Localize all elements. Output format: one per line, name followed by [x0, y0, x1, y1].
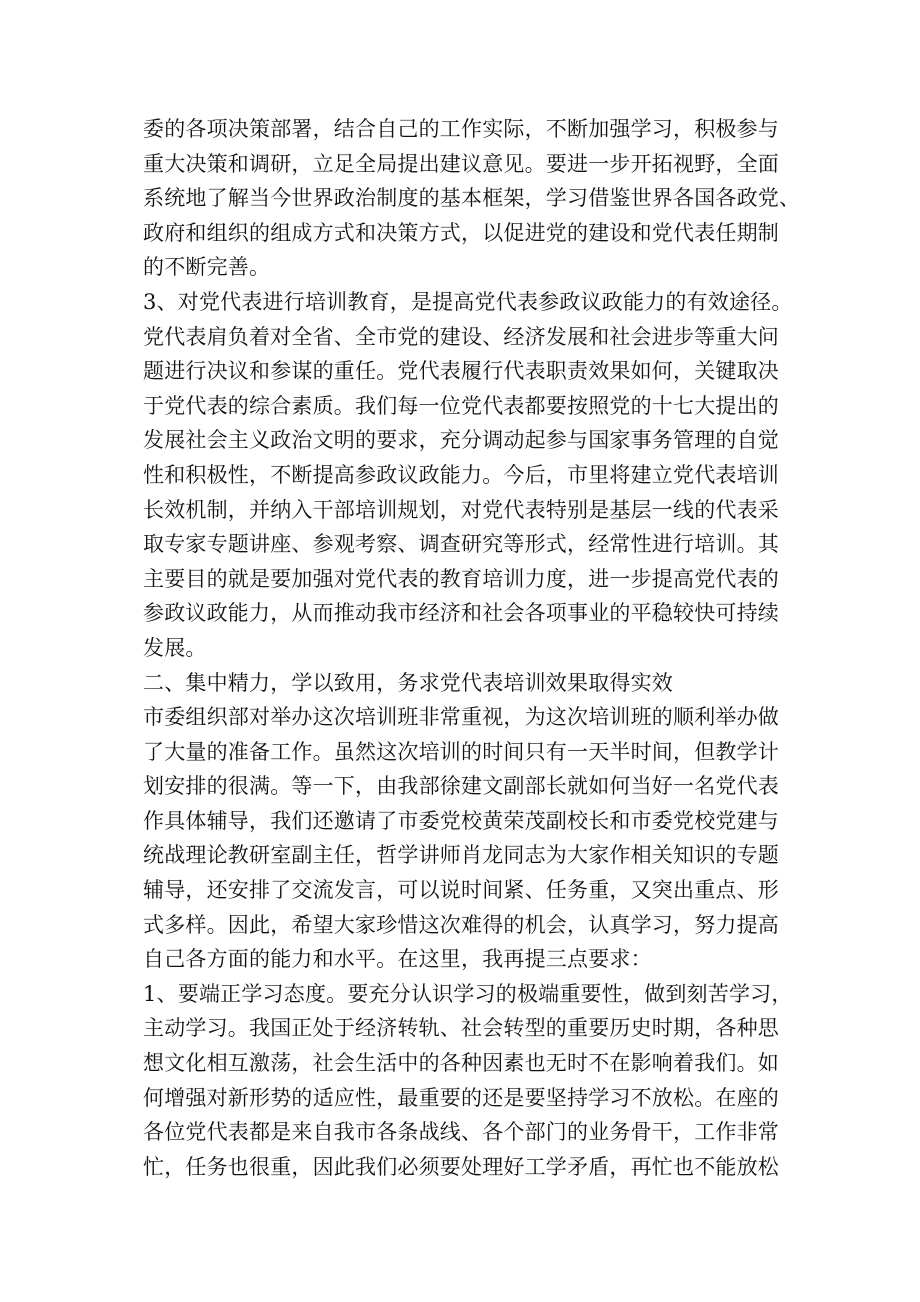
- text-line: 政府和组织的组成方式和决策方式，以促进党的建设和党代表任期制: [143, 220, 779, 245]
- text-line: 取专家专题讲座、参观考察、调查研究等形式，经常性进行培训。其: [143, 532, 779, 557]
- text-line: 各位党代表都是来自我市各条战线、各个部门的业务骨干，工作非常: [143, 1120, 779, 1145]
- text-line: 主要目的就是要加强对党代表的教育培训力度，进一步提高党代表的: [143, 566, 779, 591]
- text-line: 重大决策和调研，立足全局提出建议意见。要进一步开拓视野，全面: [143, 151, 779, 176]
- text-line: 自己各方面的能力和水平。在这里，我再提三点要求：: [143, 947, 652, 972]
- text-line: 式多样。因此，希望大家珍惜这次难得的机会，认真学习，努力提高: [143, 912, 779, 937]
- text-line: 划安排的很满。等一下，由我部徐建文副部长就如何当好一名党代表: [143, 774, 779, 799]
- section-heading-line: 二、集中精力，学以致用，务求党代表培训效果取得实效: [143, 670, 673, 695]
- text-line: 了大量的准备工作。虽然这次培训的时间只有一天半时间，但教学计: [143, 739, 779, 764]
- text-line: 市委组织部对举办这次培训班非常重视，为这次培训班的顺利举办做: [143, 705, 779, 730]
- text-line: 党代表肩负着对全省、全市党的建设、经济发展和社会进步等重大问: [143, 324, 779, 349]
- text-line: 题进行决议和参谋的重任。党代表履行代表职责效果如何，关键取决: [143, 359, 779, 384]
- text-line: 忙，任务也很重，因此我们必须要处理好工学矛盾，再忙也不能放松: [143, 1154, 779, 1179]
- text-line: 辅导，还安排了交流发言，可以说时间紧、任务重，又突出重点、形: [143, 878, 779, 903]
- text-line: 的不断完善。: [143, 255, 271, 280]
- text-line: 委的各项决策部署，结合自己的工作实际，不断加强学习，积极参与: [143, 117, 779, 141]
- text-line: 性和积极性，不断提高参政议政能力。今后，市里将建立党代表培训: [143, 462, 779, 487]
- section-heading-line: 1、要端正学习态度。要充分认识学习的极端重要性，做到刻苦学习，: [143, 981, 793, 1006]
- section-heading-line: 3、对党代表进行培训教育，是提高党代表参政议政能力的有效途径。: [143, 289, 793, 314]
- text-line: 主动学习。我国正处于经济转轨、社会转型的重要历史时期，各种思: [143, 1016, 779, 1041]
- text-line: 长效机制，并纳入干部培训规划，对党代表特别是基层一线的代表采: [143, 497, 779, 522]
- text-line: 统战理论教研室副主任，哲学讲师肖龙同志为大家作相关知识的专题: [143, 843, 779, 868]
- text-line: 于党代表的综合素质。我们每一位党代表都要按照党的十七大提出的: [143, 393, 779, 418]
- text-line: 发展社会主义政治文明的要求，充分调动起参与国家事务管理的自觉: [143, 428, 779, 453]
- text-line: 系统地了解当今世界政治制度的基本框架，学习借鉴世界各国各政党、: [143, 186, 801, 211]
- text-line: 作具体辅导，我们还邀请了市委党校黄荣茂副校长和市委党校党建与: [143, 808, 779, 833]
- text-line: 何增强对新形势的适应性，最重要的还是要坚持学习不放松。在座的: [143, 1085, 779, 1110]
- document-body: [143, 112, 823, 1184]
- text-line: 想文化相互激荡，社会生活中的各种因素也无时不在影响着我们。如: [143, 1051, 779, 1076]
- text-line: 发展。: [143, 635, 207, 660]
- text-line: 参政议政能力，从而推动我市经济和社会各项事业的平稳较快可持续: [143, 601, 779, 626]
